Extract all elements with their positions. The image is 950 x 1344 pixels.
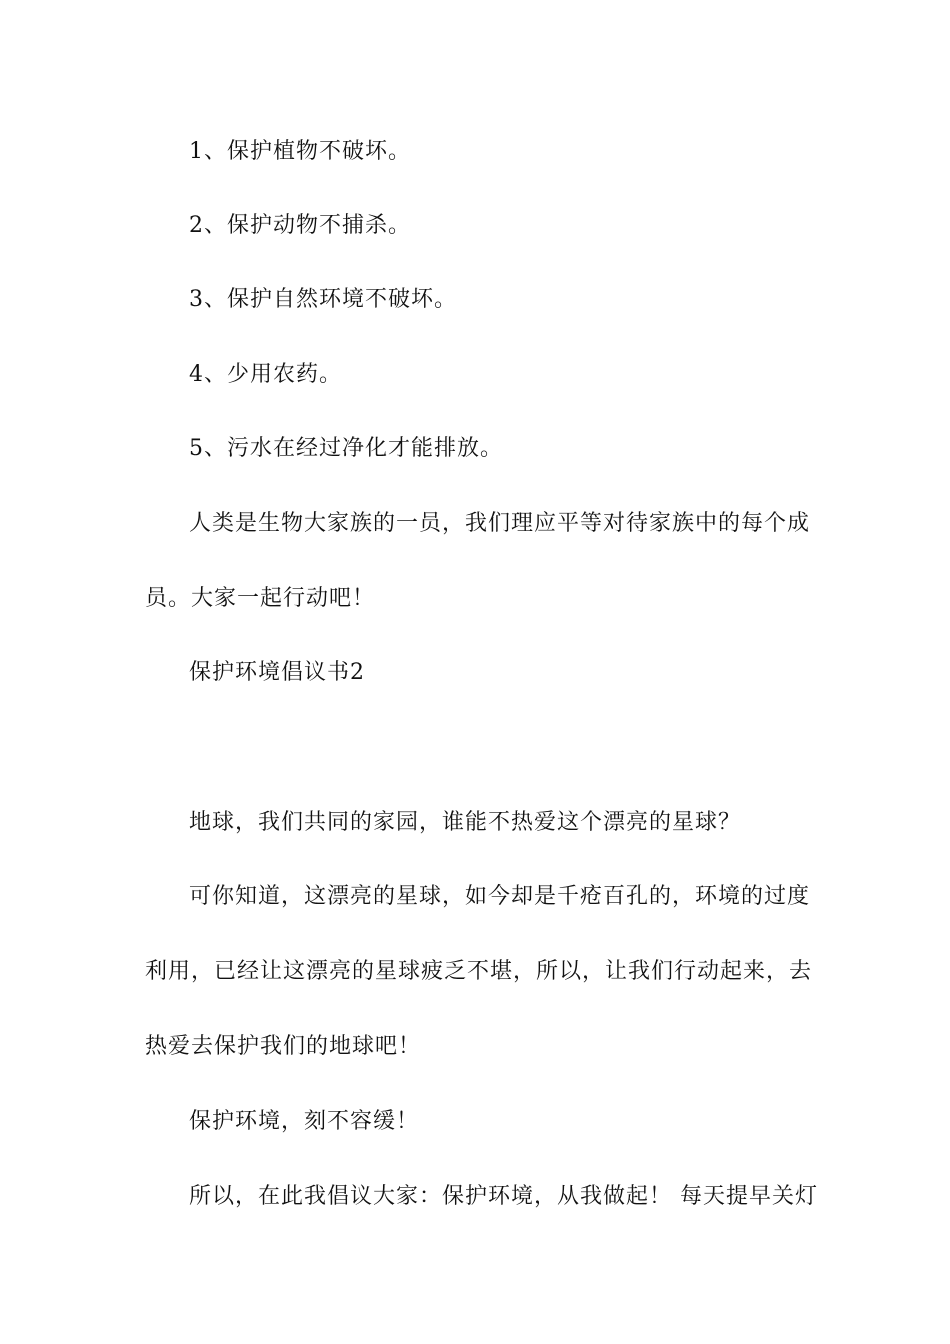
paragraph-line: 保护环境，刻不容缓！ <box>189 1109 420 1134</box>
list-item-5: 5、污水在经过净化才能排放。 <box>189 436 503 461</box>
paragraph-line: 可你知道，这漂亮的星球，如今却是千疮百孔的，环境的过度 <box>189 884 811 909</box>
list-item-2: 2、保护动物不捕杀。 <box>189 213 411 238</box>
paragraph-line: 热爱去保护我们的地球吧！ <box>145 1034 422 1059</box>
section-heading: 保护环境倡议书2 <box>189 660 365 685</box>
paragraph-line: 地球，我们共同的家园，谁能不热爱这个漂亮的星球？ <box>189 810 742 835</box>
list-item-4: 4、少用农药。 <box>189 362 342 387</box>
paragraph-line: 所以，在此我倡议大家：保护环境，从我做起！ 每天提早关灯 <box>189 1184 818 1209</box>
list-item-1: 1、保护植物不破坏。 <box>189 139 411 164</box>
paragraph-line: 利用，已经让这漂亮的星球疲乏不堪，所以，让我们行动起来，去 <box>145 959 813 984</box>
paragraph-line: 人类是生物大家族的一员，我们理应平等对待家族中的每个成 <box>189 511 811 536</box>
list-item-3: 3、保护自然环境不破坏。 <box>189 287 457 312</box>
paragraph-line: 员。大家一起行动吧！ <box>145 586 376 611</box>
